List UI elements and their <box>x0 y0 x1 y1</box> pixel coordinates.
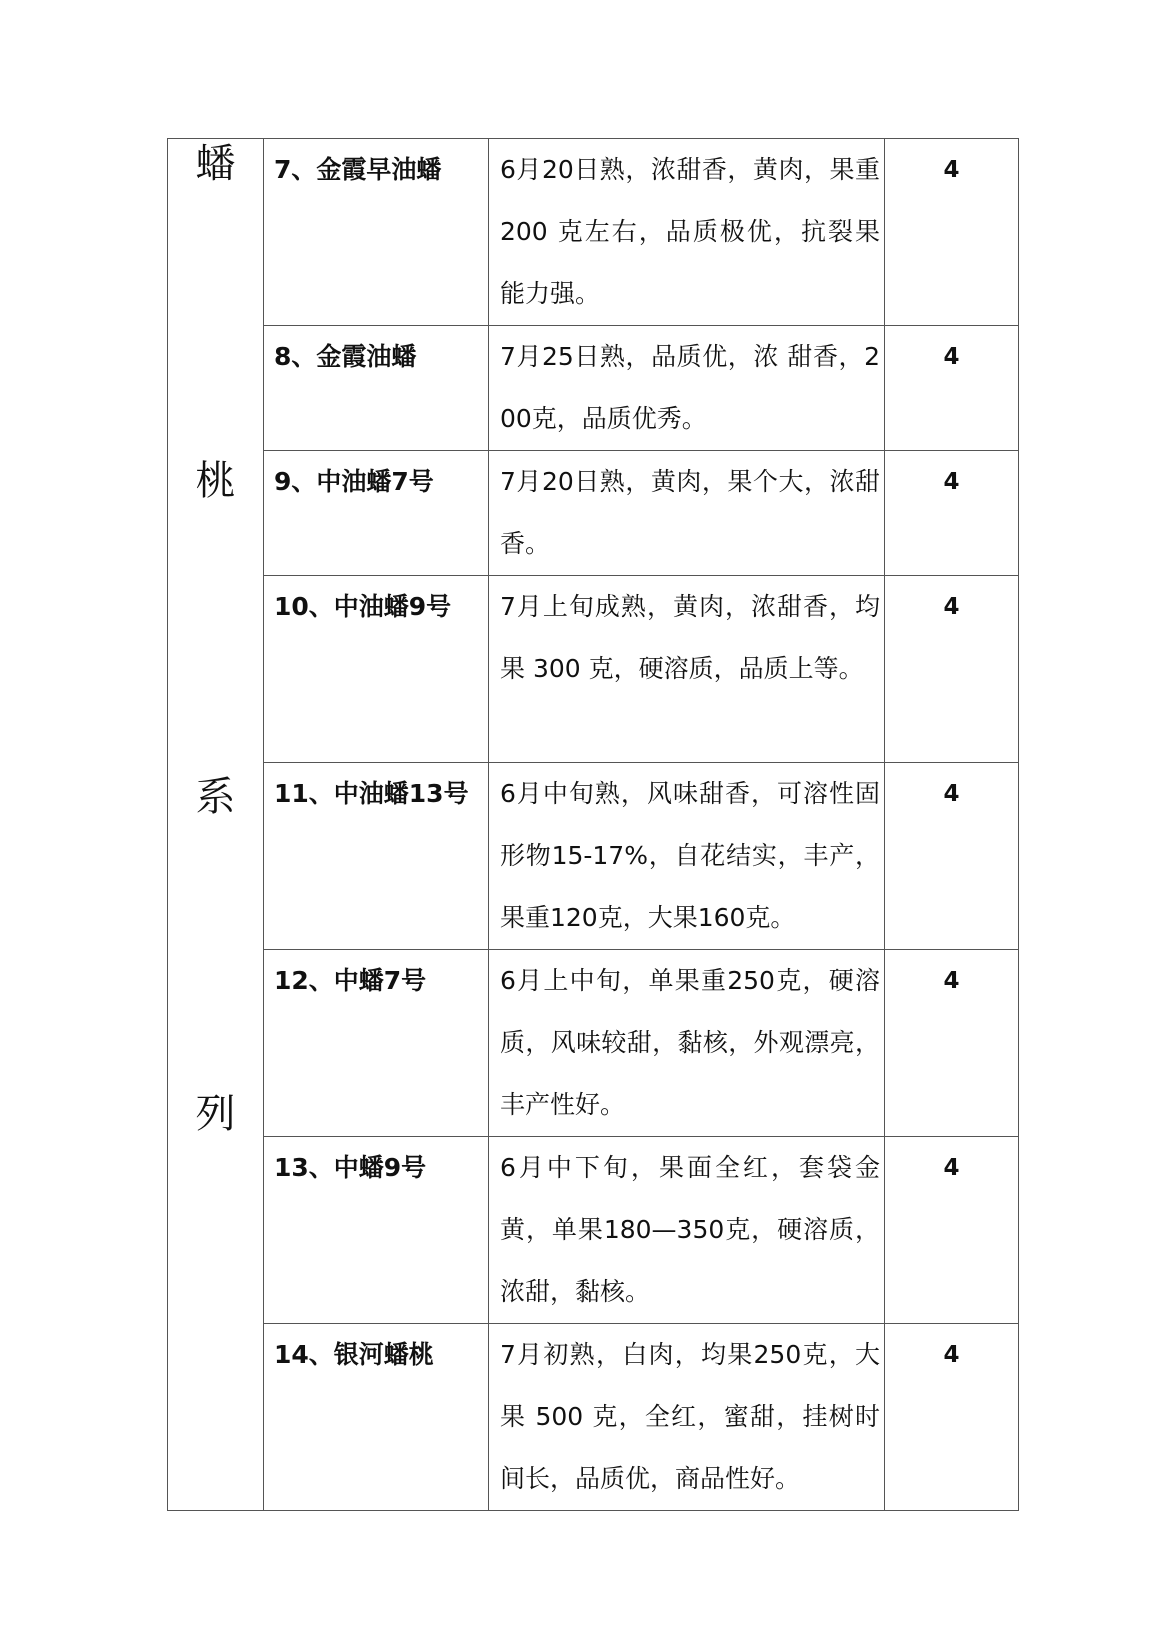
variety-description: 6月20日熟，浓甜香，黄肉，果重 200 克左右，品质极优，抗裂果能力强。 <box>500 155 880 308</box>
variety-name-cell <box>264 950 489 1137</box>
table-row <box>168 950 1019 1137</box>
variety-count: 4 <box>943 344 960 370</box>
table-row <box>168 763 1019 950</box>
table-row <box>168 1324 1019 1511</box>
variety-name: 13、中蟠9号 <box>274 1153 427 1182</box>
variety-description: 6月中下旬，果面全红，套袋金黄，单果180—350克，硬溶质，浓甜，黏核。 <box>500 1153 880 1306</box>
variety-desc-cell <box>489 576 885 763</box>
table-row <box>168 1137 1019 1324</box>
category-char: 系 <box>195 774 236 821</box>
variety-name: 12、中蟠7号 <box>274 966 427 995</box>
variety-table <box>167 138 1019 1511</box>
variety-description: 6月上中旬，单果重250克，硬溶质，风味较甜，黏核，外观漂亮，丰产性好。 <box>500 966 880 1119</box>
variety-name: 8、金霞油蟠 <box>274 342 417 371</box>
variety-name-cell <box>264 576 489 763</box>
variety-desc-cell <box>489 1324 885 1511</box>
variety-count: 4 <box>943 157 960 183</box>
variety-description: 7月上旬成熟，黄肉，浓甜香，均果 300 克，硬溶质，品质上等。 <box>500 592 880 683</box>
variety-count-cell <box>885 139 1019 326</box>
table-row <box>168 139 1019 326</box>
variety-description: 7月初熟，白肉，均果250克，大果 500 克，全红，蜜甜，挂树时间长，品质优，商品性好。 <box>500 1340 880 1493</box>
variety-name-cell <box>264 139 489 326</box>
variety-description: 6月中旬熟，风味甜香，可溶性固形物15-17%，自花结实，丰产，果重120克，大果160克。 <box>500 779 880 932</box>
variety-name: 9、中油蟠7号 <box>274 467 434 496</box>
table-row <box>168 451 1019 576</box>
variety-name: 10、中油蟠9号 <box>274 592 452 621</box>
category-char: 桃 <box>195 457 236 504</box>
category-char: 列 <box>195 1090 236 1137</box>
variety-count-cell <box>885 763 1019 950</box>
category-label <box>168 139 263 1139</box>
variety-name-cell <box>264 763 489 950</box>
variety-count: 4 <box>943 594 960 620</box>
category-cell <box>168 139 264 1511</box>
variety-count-cell <box>885 326 1019 451</box>
variety-desc-cell <box>489 950 885 1137</box>
variety-name-cell <box>264 1137 489 1324</box>
variety-count: 4 <box>943 1155 960 1181</box>
variety-name-cell <box>264 326 489 451</box>
variety-desc-cell <box>489 326 885 451</box>
variety-count-cell <box>885 1137 1019 1324</box>
variety-name-cell <box>264 451 489 576</box>
variety-count-cell <box>885 451 1019 576</box>
table-row <box>168 576 1019 763</box>
variety-desc-cell <box>489 139 885 326</box>
variety-desc-cell <box>489 763 885 950</box>
variety-description: 7月25日熟，品质优，浓 甜香，200克，品质优秀。 <box>500 342 880 433</box>
variety-name: 14、银河蟠桃 <box>274 1340 434 1369</box>
variety-count: 4 <box>943 1342 960 1368</box>
variety-desc-cell <box>489 1137 885 1324</box>
variety-count: 4 <box>943 968 960 994</box>
variety-desc-cell <box>489 451 885 576</box>
variety-count-cell <box>885 576 1019 763</box>
variety-name: 11、中油蟠13号 <box>274 779 469 808</box>
variety-count: 4 <box>943 781 960 807</box>
variety-count: 4 <box>943 469 960 495</box>
variety-name: 7、金霞早油蟠 <box>274 155 442 184</box>
variety-count-cell <box>885 1324 1019 1511</box>
variety-count-cell <box>885 950 1019 1137</box>
table-row <box>168 326 1019 451</box>
variety-name-cell <box>264 1324 489 1511</box>
variety-description: 7月20日熟，黄肉，果个大，浓甜香。 <box>500 467 880 558</box>
category-char: 蟠 <box>195 141 236 187</box>
